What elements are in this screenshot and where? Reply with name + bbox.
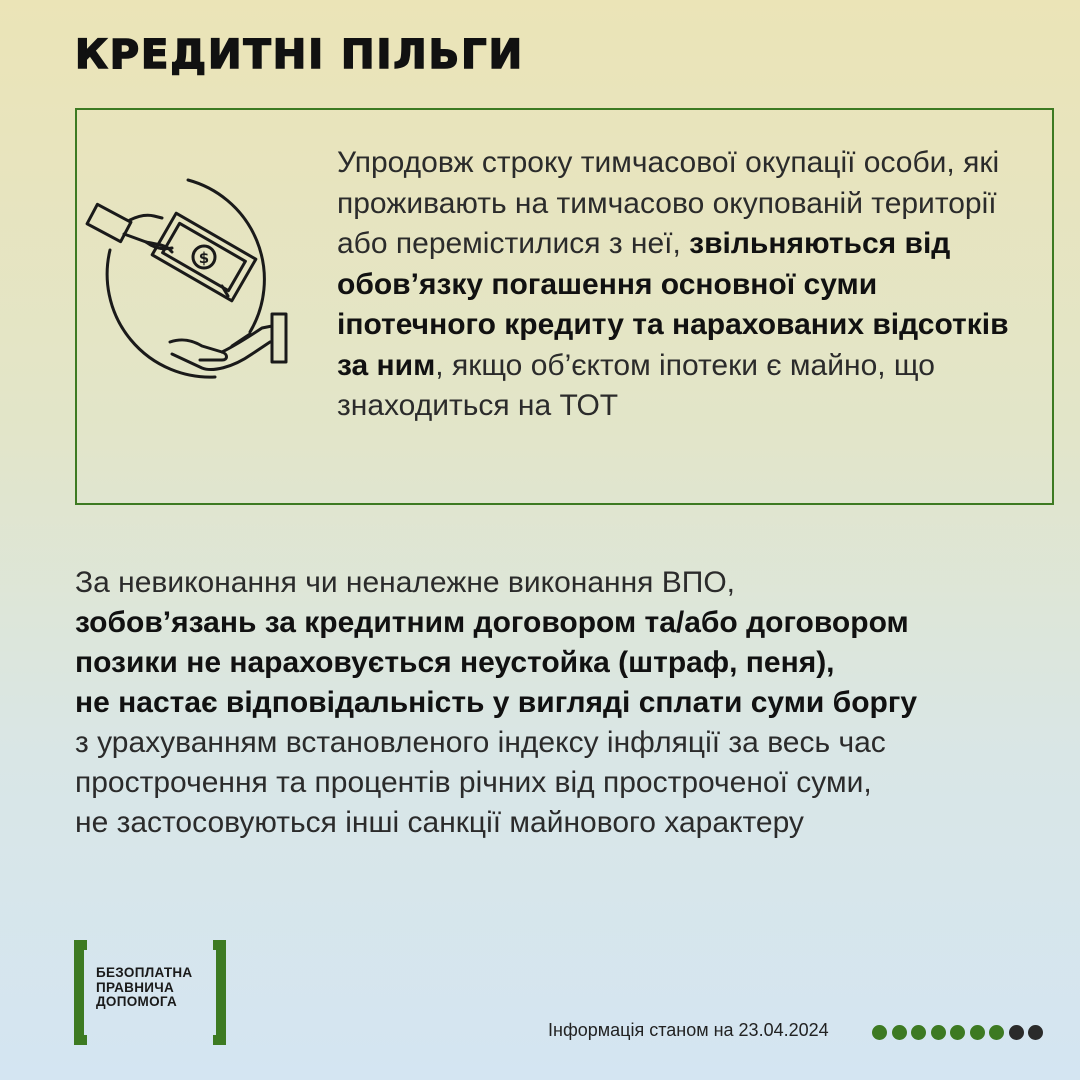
body-line-1: За невиконання чи неналежне виконання ВПО, (75, 566, 735, 599)
info-text-intro: Упродовж строку тимчасової окупації особи, які проживають на тимчасово окупованій території або перемістилися з неї, (337, 146, 1000, 260)
body-paragraph (75, 563, 1065, 843)
hand-giving-money-icon (82, 178, 292, 388)
svg-text:$: $ (198, 249, 210, 267)
pagination-dot (931, 1025, 946, 1040)
logo-text (96, 966, 193, 1010)
body-line-3: позики не нараховується неустойка (штраф, пеня), (75, 646, 835, 679)
body-line-2: зобов’язань за кредитним договором та/або договором (75, 606, 909, 639)
info-text-outro: , якщо об’єктом іпотеки є майно, що знаходиться на ТОТ (337, 348, 935, 422)
logo-line-3: ДОПОМОГА (96, 994, 178, 1009)
info-box-text (337, 143, 1027, 427)
body-line-4: не настає відповідальність у вигляді сплати суми боргу (75, 686, 918, 719)
pagination-dot (989, 1025, 1004, 1040)
logo-line-2: ПРАВНИЧА (96, 979, 175, 995)
pagination-dot (1009, 1025, 1024, 1040)
body-line-7: не застосовуються інші санкції майнового характеру (75, 806, 804, 839)
pagination-dot (892, 1025, 907, 1040)
pagination-dot (1028, 1025, 1043, 1040)
logo-line-1: БЕЗОПЛАТНА (96, 965, 193, 980)
pagination-dots (872, 1025, 1048, 1041)
pagination-dot (950, 1025, 965, 1040)
pagination-dot (970, 1025, 985, 1040)
info-text-bold: звільняються від обов’язку погашення основної суми іпотечного кредиту та нарахованих відсотків за ним (337, 227, 1009, 382)
legal-aid-logo (74, 940, 226, 1045)
page-title: КРЕДИТНІ ПІЛЬГИ (75, 32, 525, 78)
logo-right-bracket (213, 940, 226, 1045)
body-line-6: прострочення та процентів річних від простроченої суми, (75, 766, 872, 799)
logo-left-bracket (74, 940, 87, 1045)
date-note: Інформація станом на 23.04.2024 (548, 1020, 829, 1040)
body-line-5: з урахуванням встановленого індексу інфляції за весь час (75, 726, 886, 759)
pagination-dot (872, 1025, 887, 1040)
pagination-dot (911, 1025, 926, 1040)
